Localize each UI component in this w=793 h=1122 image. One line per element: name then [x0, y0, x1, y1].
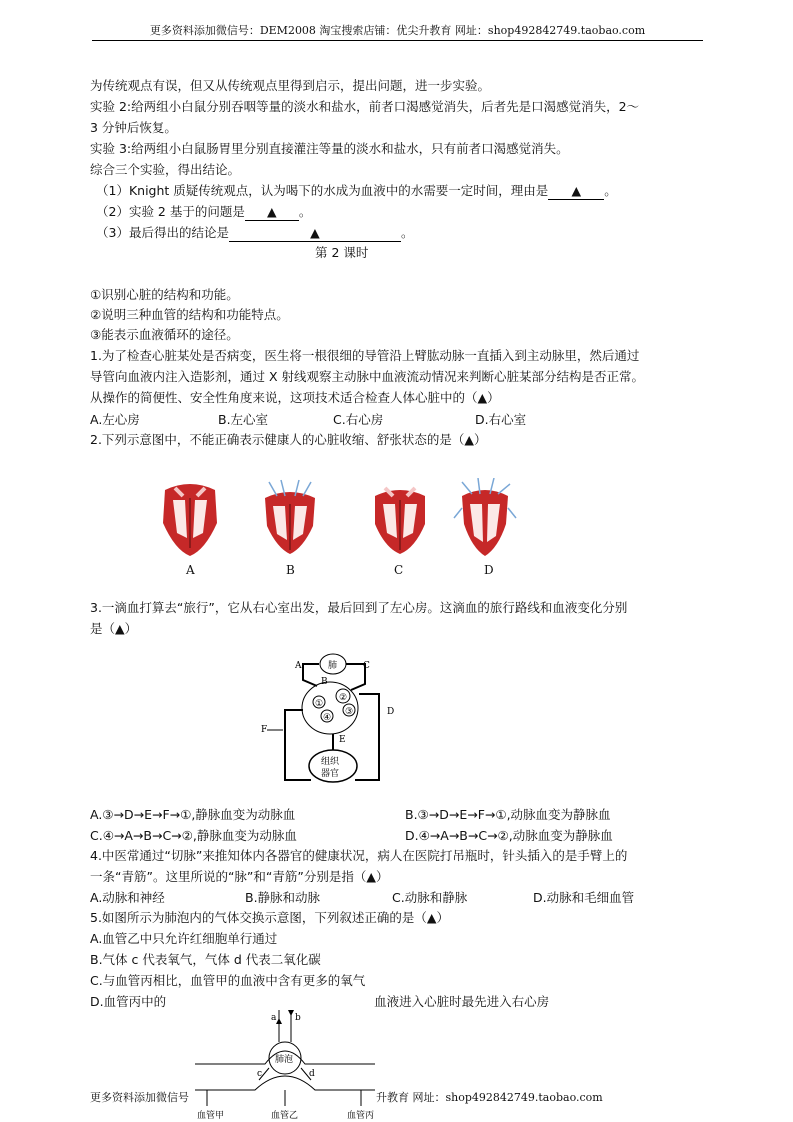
option[interactable]: A.动脉和神经	[90, 890, 165, 905]
question-3-blank: （3）最后得出的结论是 ▲ 。	[96, 225, 414, 240]
svg-text:器官: 器官	[321, 769, 340, 779]
heart-diagrams	[150, 478, 520, 583]
q2-text: 2.下列示意图中，不能正确表示健康人的心脏收缩、舒张状态的是（▲）	[90, 432, 487, 447]
text-line: 实验 2:给两组小白鼠分别吞咽等量的淡水和盐水，前者口渴感觉消失，后者先是口渴感觉消失，2～	[90, 99, 640, 114]
page-header: 更多资料添加微信号：DEM2008 淘宝搜索店铺：优尖升教育 网址：shop492842749.taobao.com	[149, 24, 646, 37]
svg-text:血管丙: 血管丙	[347, 1111, 375, 1121]
text-line: 综合三个实验，得出结论。	[90, 162, 241, 177]
svg-text:②: ②	[339, 693, 348, 703]
option[interactable]: A.③→D→E→F→①,静脉血变为动脉血	[90, 807, 296, 822]
q1-text: 1.为了检查心脏某处是否病变，医生将一根很细的导管沿上臂肱动脉一直插入到主动脉里，然后通过	[90, 348, 640, 363]
svg-text:肺泡: 肺泡	[275, 1055, 294, 1065]
svg-text:血管甲: 血管甲	[197, 1111, 225, 1121]
answer-blank[interactable]: ▲	[229, 225, 401, 242]
option[interactable]: C.右心房	[333, 412, 384, 427]
svg-text:①: ①	[315, 699, 324, 709]
lesson-title: 第 2 课时	[315, 245, 369, 260]
text-line: 为传统观点有误，但又从传统观点里得到启示，提出问题，进一步实验。	[90, 78, 491, 93]
option[interactable]: D.④→A→B→C→②,动脉血变为静脉血	[405, 828, 613, 843]
q4-text: 4.中医常通过“切脉”来推知体内各器官的健康状况，病人在医院打吊瓶时，针头插入的是手臂上的	[90, 848, 628, 863]
option[interactable]: A.左心房	[90, 412, 140, 427]
heart-diagram-c	[365, 478, 435, 558]
figure-label: C	[394, 563, 404, 577]
option[interactable]: B.气体 c 代表氧气，气体 d 代表二氧化碳	[90, 952, 321, 967]
option[interactable]: A.血管乙中只允许红细胞单行通过	[90, 931, 278, 946]
svg-text:④: ④	[323, 713, 332, 723]
heart-diagram-d	[450, 478, 520, 558]
option[interactable]: B.③→D→E→F→①,动脉血变为静脉血	[405, 807, 611, 822]
svg-text:a: a	[271, 1013, 277, 1023]
option[interactable]: C.与血管丙相比，血管甲的血液中含有更多的氧气	[90, 973, 366, 988]
q3-text: 是（▲）	[90, 621, 138, 636]
goal-2: ②说明三种血管的结构和功能特点。	[90, 307, 289, 322]
svg-text:b: b	[295, 1013, 301, 1023]
goal-1: ①识别心脏的结构和功能。	[90, 287, 239, 302]
text-line: 实验 3:给两组小白鼠肠胃里分别直接灌注等量的淡水和盐水，只有前者口渴感觉消失。	[90, 141, 569, 156]
option[interactable]: B.左心室	[218, 412, 269, 427]
figure-label: D	[484, 563, 494, 577]
option[interactable]: C.④→A→B→C→②,静脉血变为动脉血	[90, 828, 297, 843]
footer-right: 升教育 网址：shop492842749.taobao.com	[376, 1091, 603, 1104]
answer-blank[interactable]: ▲	[245, 204, 299, 221]
footer-left: 更多资料添加微信号	[90, 1091, 189, 1104]
q5-text: 5.如图所示为肺泡内的气体交换示意图，下列叙述正确的是（▲）	[90, 910, 450, 925]
q3-text: 3.一滴血打算去“旅行”，它从右心室出发，最后回到了左心房。这滴血的旅行路线和血液变化分别	[90, 600, 628, 615]
question-2-blank: （2）实验 2 基于的问题是 ▲ 。	[96, 204, 312, 219]
q1-text: 从操作的简便性、安全性角度来说，这项技术适合检查人体心脏中的（▲）	[90, 390, 500, 405]
svg-text:组织: 组织	[321, 757, 340, 767]
option[interactable]: D.动脉和毛细血管	[533, 890, 635, 905]
svg-text:E: E	[339, 735, 346, 745]
svg-text:c: c	[257, 1069, 263, 1079]
svg-text:F: F	[261, 725, 268, 735]
svg-text:肺: 肺	[328, 661, 338, 671]
svg-text:B: B	[321, 677, 328, 687]
svg-text:A: A	[295, 661, 302, 671]
option[interactable]: B.静脉和动脉	[245, 890, 321, 905]
svg-text:③: ③	[345, 707, 354, 717]
alveolus-diagram	[195, 1008, 375, 1122]
option[interactable]: D.右心室	[475, 412, 527, 427]
svg-text:D: D	[387, 707, 395, 717]
svg-text:d: d	[309, 1069, 315, 1079]
figure-label: A	[186, 563, 195, 577]
option[interactable]: D.血管丙中的 血液进入心脏时最先进入右心房	[90, 994, 550, 1009]
heart-diagram-b	[255, 478, 325, 558]
blood-circulation-diagram	[255, 650, 415, 785]
answer-blank[interactable]: ▲	[548, 183, 604, 200]
figure-label: B	[286, 563, 295, 577]
q4-text: 一条“青筋”。这里所说的“脉”和“青筋”分别是指（▲）	[90, 869, 389, 884]
text-line: 3 分钟后恢复。	[90, 120, 177, 135]
header-divider	[92, 40, 703, 41]
svg-text:C: C	[363, 661, 370, 671]
option[interactable]: C.动脉和静脉	[392, 890, 468, 905]
q1-text: 导管向血液内注入造影剂，通过 X 射线观察主动脉中血液流动情况来判断心脏某部分结构是否正常。	[90, 369, 645, 384]
goal-3: ③能表示血液循环的途径。	[90, 327, 239, 342]
question-1-blank: （1）Knight 质疑传统观点，认为喝下的水成为血液中的水需要一定时间，理由是 ▲ 。	[96, 183, 617, 198]
heart-diagram-a	[155, 478, 225, 558]
svg-text:血管乙: 血管乙	[271, 1111, 299, 1121]
